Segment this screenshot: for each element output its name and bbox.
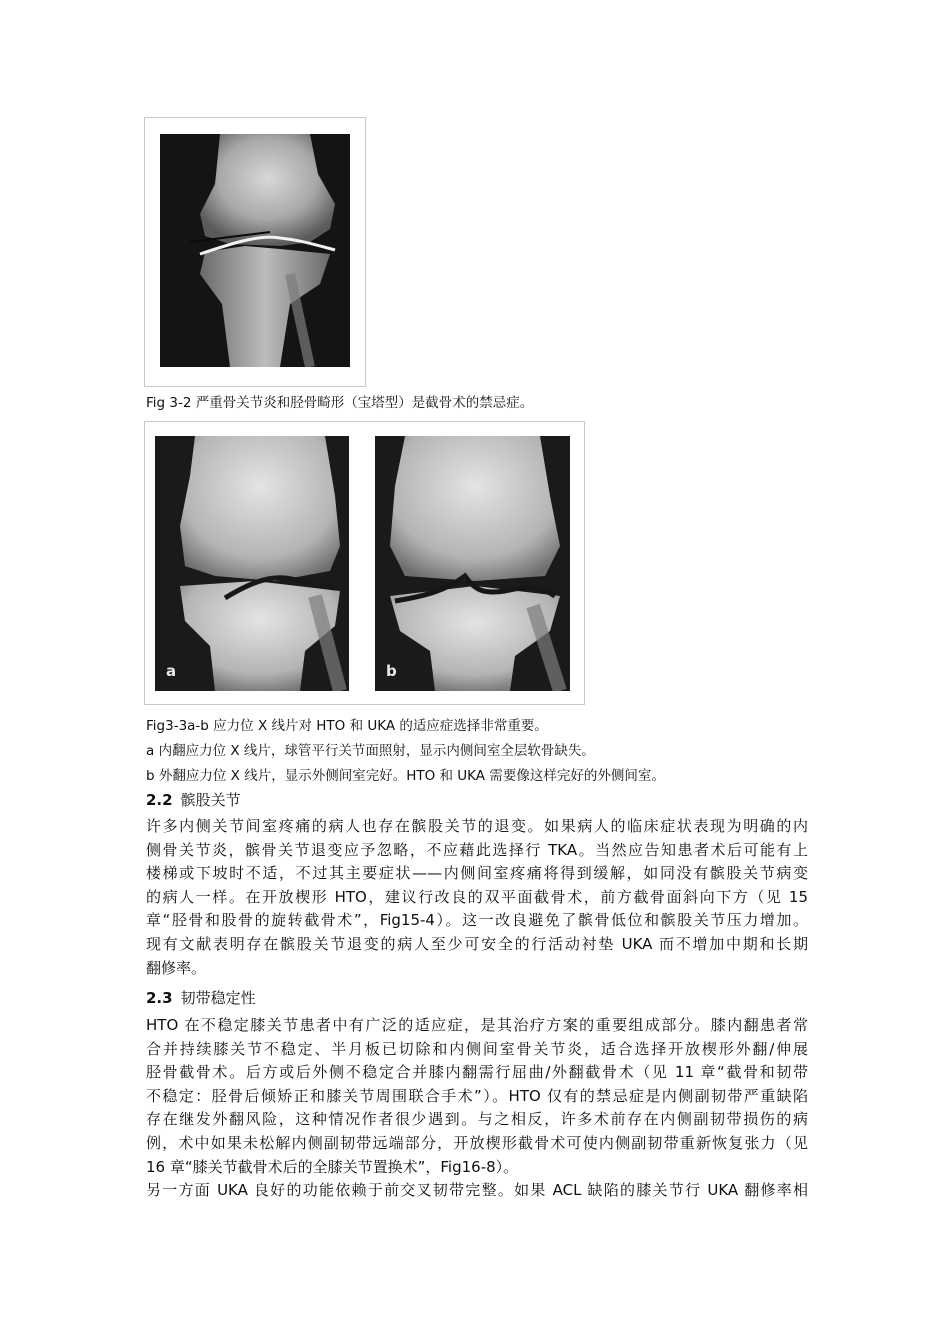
paragraph-line: 许多内侧关节间室疼痛的病人也存在髌股关节的退变。如果病人的临床症状表现为明确的内 [146, 817, 808, 835]
paragraph-line: 16 章“膝关节截骨术后的全膝关节置换术”，Fig16-8）。 [146, 1157, 519, 1176]
section-title: 髌股关节 [180, 791, 241, 809]
paragraph-line: 的病人一样。在开放楔形 HTO，建议行改良的双平面截骨术，前方截骨面斜向下方（见 15 [146, 887, 808, 906]
paragraph-line: 不稳定：胫骨后倾矫正和膝关节周围联合手术”）。HTO 仅有的禁忌症是内侧副韧带严重缺陷 [146, 1086, 808, 1105]
paragraph-line: 章“胫骨和股骨的旋转截骨术”，Fig15-4）。这一改良避免了髌骨低位和髌股关节压力增加。 [146, 911, 808, 930]
paragraph-line: 现有文献表明存在髌股关节退变的病人至少可安全的行活动衬垫 UKA 而不增加中期和长期 [146, 934, 808, 953]
paragraph-line: 侧骨关节炎，髌骨关节退变应予忽略，不应藉此选择行 TKA。当然应告知患者术后可能有上 [146, 840, 808, 859]
paragraph-line: 胫骨截骨术。后方或后外侧不稳定合并膝内翻需行屈曲/外翻截骨术（见 11 章“截骨和韧带 [146, 1063, 808, 1082]
panel-label-b: b [386, 662, 397, 680]
paragraph-line: 另一方面 UKA 良好的功能依赖于前交叉韧带完整。如果 ACL 缺陷的膝关节行 UKA 翻修率相 [146, 1181, 808, 1200]
figure-3-3-caption-title: Fig3-3a-b 应力位 X 线片对 HTO 和 UKA 的适应症选择非常重要。 [146, 718, 548, 734]
paragraph-line: 楼梯或下坡时不适，不过其主要症状——内侧间室疼痛将得到缓解，如同没有髌股关节病变 [146, 864, 808, 883]
figure-3-3-caption-b: b 外翻应力位 X 线片，显示外侧间室完好。HTO 和 UKA 需要像这样完好的外侧间室。 [146, 768, 665, 784]
paragraph-line: HTO 在不稳定膝关节患者中有广泛的适应症，是其治疗方案的重要组成部分。膝内翻患者常 [146, 1016, 808, 1034]
paragraph-line: 例，术中如果未松解内侧副韧带远端部分，开放楔形截骨术可使内侧副韧带重新恢复张力（见 [146, 1133, 808, 1152]
paragraph-line: 翻修率。 [146, 958, 207, 977]
figure-3-3-frame [144, 421, 585, 705]
panel-label-a: a [166, 662, 177, 680]
section-title: 韧带稳定性 [180, 989, 256, 1007]
figure-3-2-frame [144, 117, 366, 387]
figure-3-3-caption-a: a 内翻应力位 X 线片，球管平行关节面照射，显示内侧间室全层软骨缺失。 [146, 743, 595, 759]
section-heading-2-3 [146, 988, 256, 1008]
figure-3-2-caption: Fig 3-2 严重骨关节炎和胫骨畸形（宝塔型）是截骨术的禁忌症。 [146, 395, 534, 411]
paragraph-line: 合并持续膝关节不稳定、半月板已切除和内侧间室骨关节炎，适合选择开放楔形外翻/伸展 [146, 1039, 808, 1058]
knee-xray-image-3-3b [375, 436, 570, 691]
section-number: 2.3 [146, 989, 173, 1007]
section-2-3-paragraph [146, 1014, 808, 1203]
section-2-2-paragraph [146, 815, 808, 980]
knee-xray-image-3-2 [160, 134, 350, 367]
section-number: 2.2 [146, 791, 173, 809]
knee-xray-image-3-3a [155, 436, 349, 691]
paragraph-line: 存在继发外翻风险，这种情况作者很少遇到。与之相反，许多术前存在内侧副韧带损伤的病 [146, 1110, 808, 1129]
section-heading-2-2 [146, 790, 241, 810]
